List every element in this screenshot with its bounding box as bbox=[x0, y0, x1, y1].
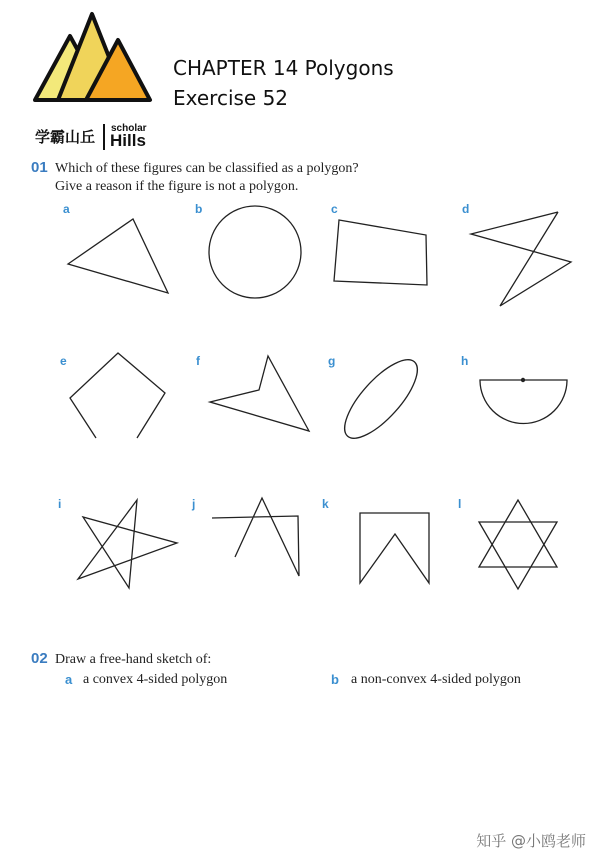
figure-label-k: k bbox=[322, 497, 329, 511]
figure-label-d: d bbox=[462, 202, 470, 216]
watermark: 知乎 @小鸥老师 bbox=[476, 832, 586, 850]
figure-label-f: f bbox=[196, 354, 200, 368]
question-2-part-a-text: a convex 4-sided polygon bbox=[83, 672, 228, 687]
logo-hills-text: Hills bbox=[110, 131, 146, 150]
logo-scholar-text: scholar bbox=[111, 123, 147, 134]
logo-chinese-text: 学霸山丘 bbox=[35, 128, 96, 146]
figure-h-semicircle bbox=[480, 380, 567, 424]
figure-l-triangle-down bbox=[479, 522, 557, 589]
figure-h-dot bbox=[521, 378, 525, 382]
question-2-part-b-letter: b bbox=[331, 672, 339, 687]
figure-label-j: j bbox=[192, 497, 196, 511]
figure-label-g: g bbox=[328, 354, 336, 368]
figure-a-triangle bbox=[68, 219, 168, 293]
figure-e-open-square bbox=[70, 353, 165, 438]
figure-label-h: h bbox=[461, 354, 469, 368]
figure-b-circle bbox=[209, 206, 301, 298]
question-2-part-b-text: a non-convex 4-sided polygon bbox=[351, 672, 521, 687]
question-1-line-2: Give a reason if the figure is not a polygon. bbox=[55, 179, 299, 194]
figure-label-a: a bbox=[63, 202, 70, 216]
figure-i-star bbox=[78, 500, 177, 588]
figure-label-e: e bbox=[60, 354, 67, 368]
figure-label-i: i bbox=[58, 497, 62, 511]
figure-g-ellipse bbox=[333, 349, 428, 449]
question-1-number: 01 bbox=[31, 159, 48, 176]
question-2-part-a-letter: a bbox=[65, 672, 73, 687]
figure-l-triangle-up bbox=[479, 500, 557, 567]
chapter-title: CHAPTER 14 Polygons bbox=[173, 56, 394, 80]
figure-d-zigzag bbox=[471, 212, 571, 306]
figure-c-quadrilateral bbox=[334, 220, 427, 285]
figure-f-concave-shape bbox=[210, 356, 309, 431]
figure-label-c: c bbox=[331, 202, 338, 216]
question-2-text: Draw a free-hand sketch of: bbox=[55, 652, 212, 667]
question-2-number: 02 bbox=[31, 650, 48, 667]
figure-label-b: b bbox=[195, 202, 203, 216]
question-1-line-1: Which of these figures can be classified as a polygon? bbox=[55, 161, 359, 176]
exercise-title: Exercise 52 bbox=[173, 86, 289, 110]
figure-k-concave-pentagon bbox=[360, 513, 429, 583]
figure-j-open-shape bbox=[212, 498, 299, 576]
figure-label-l: l bbox=[458, 497, 462, 511]
